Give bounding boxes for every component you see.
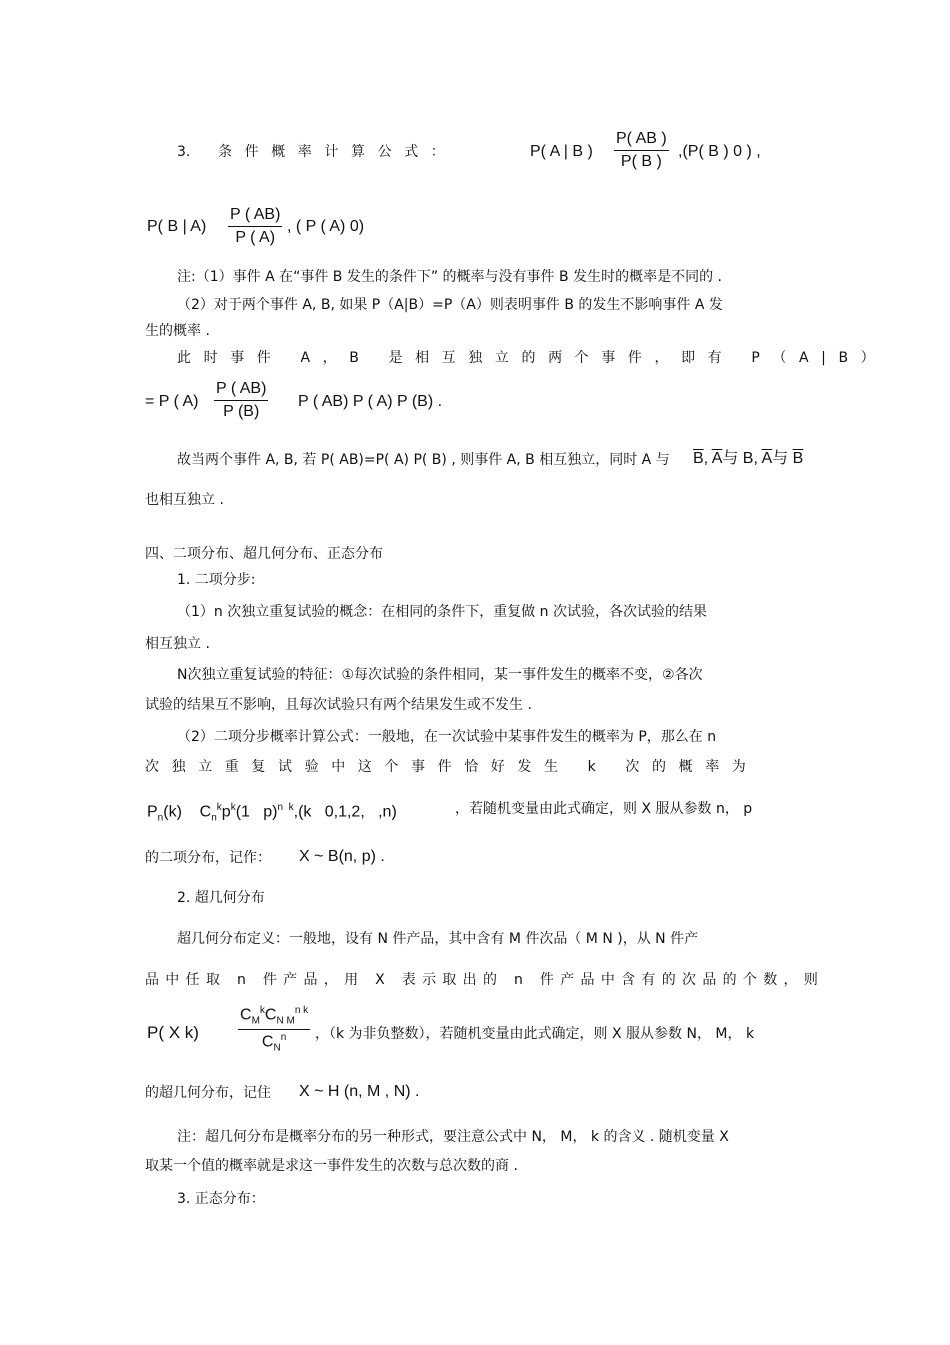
hypergeometric-note-line2: 取某一个值的概率就是求这一事件发生的次数与总次数的商 . <box>145 1158 518 1174</box>
binomial-formula: $P_n(k)$ $C_n^kp^k(1$ p)$^{n k}$,(k 0,1,2, ,n) <box>147 802 397 824</box>
formula-pba-fraction <box>228 206 282 247</box>
binomial-feature-line1: N次独立重复试验的特征：①每次试验的条件相同，某一事件发生的概率不变，②各次 <box>177 667 703 683</box>
fraction-numerator: P( AB ) <box>614 130 669 151</box>
fraction-denominator: P( B ) <box>620 153 662 170</box>
fraction-denominator: P (B) <box>223 403 260 420</box>
independence-line2: 故当两个事件 A, B, 若 P( AB)=P( A) P( B) , 则事件 A, B 相互独立，同时 A 与 <box>177 452 670 468</box>
binomial-formula-text: ，若随机变量由此式确定，则 X 服从参数 n， p <box>455 801 753 817</box>
formula-indep-tail: P ( AB) P ( A) P (B) . <box>298 393 443 410</box>
binomial-concept-line2: 相互独立 . <box>145 636 210 652</box>
hypergeometric-note-line1: 注：超几何分布是概率分布的另一种形式，要注意公式中 N， M， k 的含义 . 随机变量 X <box>177 1129 729 1145</box>
formula-pab-lhs: P( A | B ) <box>530 143 593 160</box>
binomial-feature-line2: 试验的结果互不影响，且每次试验只有两个结果发生或不发生 . <box>145 697 532 713</box>
hypergeometric-def-line1: 超几何分布定义：一般地，设有 N 件产品，其中含有 M 件次品（ M N )，从 N 件产 <box>177 931 699 947</box>
hypergeometric-heading: 2. 超几何分布 <box>177 890 265 906</box>
fraction-numerator: P ( AB) <box>214 380 268 401</box>
independence-line1: 此时事件 A，B 是相互独立的两个事件，即有 P（A|B） <box>177 350 888 366</box>
formula-indep-lhs: = P ( A) <box>145 393 199 410</box>
hypergeometric-formula-text: ，（k 为非负整数），若随机变量由此式确定，则 X 服从参数 N， M， k <box>315 1026 755 1042</box>
section-3-label: 3. <box>177 144 191 160</box>
hypergeometric-def-line2: 品中任取 n 件产品，用 X 表示取出的 n 件产品中含有的次品的个数，则 <box>145 972 825 988</box>
normal-distribution-heading: 3. 正态分布： <box>177 1191 265 1207</box>
fraction-numerator: P ( AB) <box>228 206 282 227</box>
binomial-heading: 1. 二项分步: <box>177 572 256 588</box>
formula-pab-fraction <box>614 130 669 171</box>
note-2-line1: （2）对于两个事件 A, B, 如果 P（A|B）=P（A）则表明事件 B 的发生不影响事件 A 发 <box>177 297 723 313</box>
independence-line3: 也相互独立 . <box>145 492 224 508</box>
formula-pab-tail: ,(P( B ) 0 ) , <box>678 143 761 160</box>
fraction-denominator: P ( A) <box>235 229 276 246</box>
note-1: 注:（1）事件 A 在“事件 B 发生的条件下” 的概率与没有事件 B 发生时的概率是不同的 . <box>177 269 722 285</box>
formula-indep-fraction <box>214 380 268 421</box>
formula-pba-lhs: P( B | A) <box>147 218 207 235</box>
formula-pba-tail: , ( P ( A) 0) <box>287 218 365 235</box>
fraction-denominator: $C_N^n$ <box>261 1031 287 1054</box>
hypergeometric-notation-text: 的超几何分布，记住 <box>145 1085 271 1101</box>
hypergeometric-notation: X ~ H (n, M , N) . <box>299 1083 420 1100</box>
section-4-heading: 四、二项分布、超几何分布、正态分布 <box>145 546 383 562</box>
hypergeometric-fraction <box>238 1005 310 1053</box>
note-2-line2: 生的概率 . <box>145 323 210 339</box>
binomial-concept-line1: （1）n 次独立重复试验的概念：在相同的条件下，重复做 n 次试验，各次试验的结果 <box>177 604 708 620</box>
binomial-notation-text: 的二项分布，记作： <box>145 850 271 866</box>
binomial-formula-line1: （2）二项分步概率计算公式：一般地，在一次试验中某事件发生的概率为 P，那么在 n <box>177 729 717 745</box>
binomial-formula-line2: 次独立重复试验中这个事件恰好发生 k 次的概率为 <box>145 759 759 775</box>
binomial-notation: X ~ B(n, p) . <box>299 848 385 865</box>
fraction-numerator: $C_M^kC_{N M}^{n k}$ <box>238 1005 310 1030</box>
complement-symbols: $\overline{B}$, $\overline{A}$与 B, $\overline{A}$与 $\overline{B}$ <box>693 450 804 467</box>
section-3-title: 条件概率计算公式： <box>218 144 458 160</box>
hypergeometric-lhs: P( X k) <box>147 1023 199 1042</box>
